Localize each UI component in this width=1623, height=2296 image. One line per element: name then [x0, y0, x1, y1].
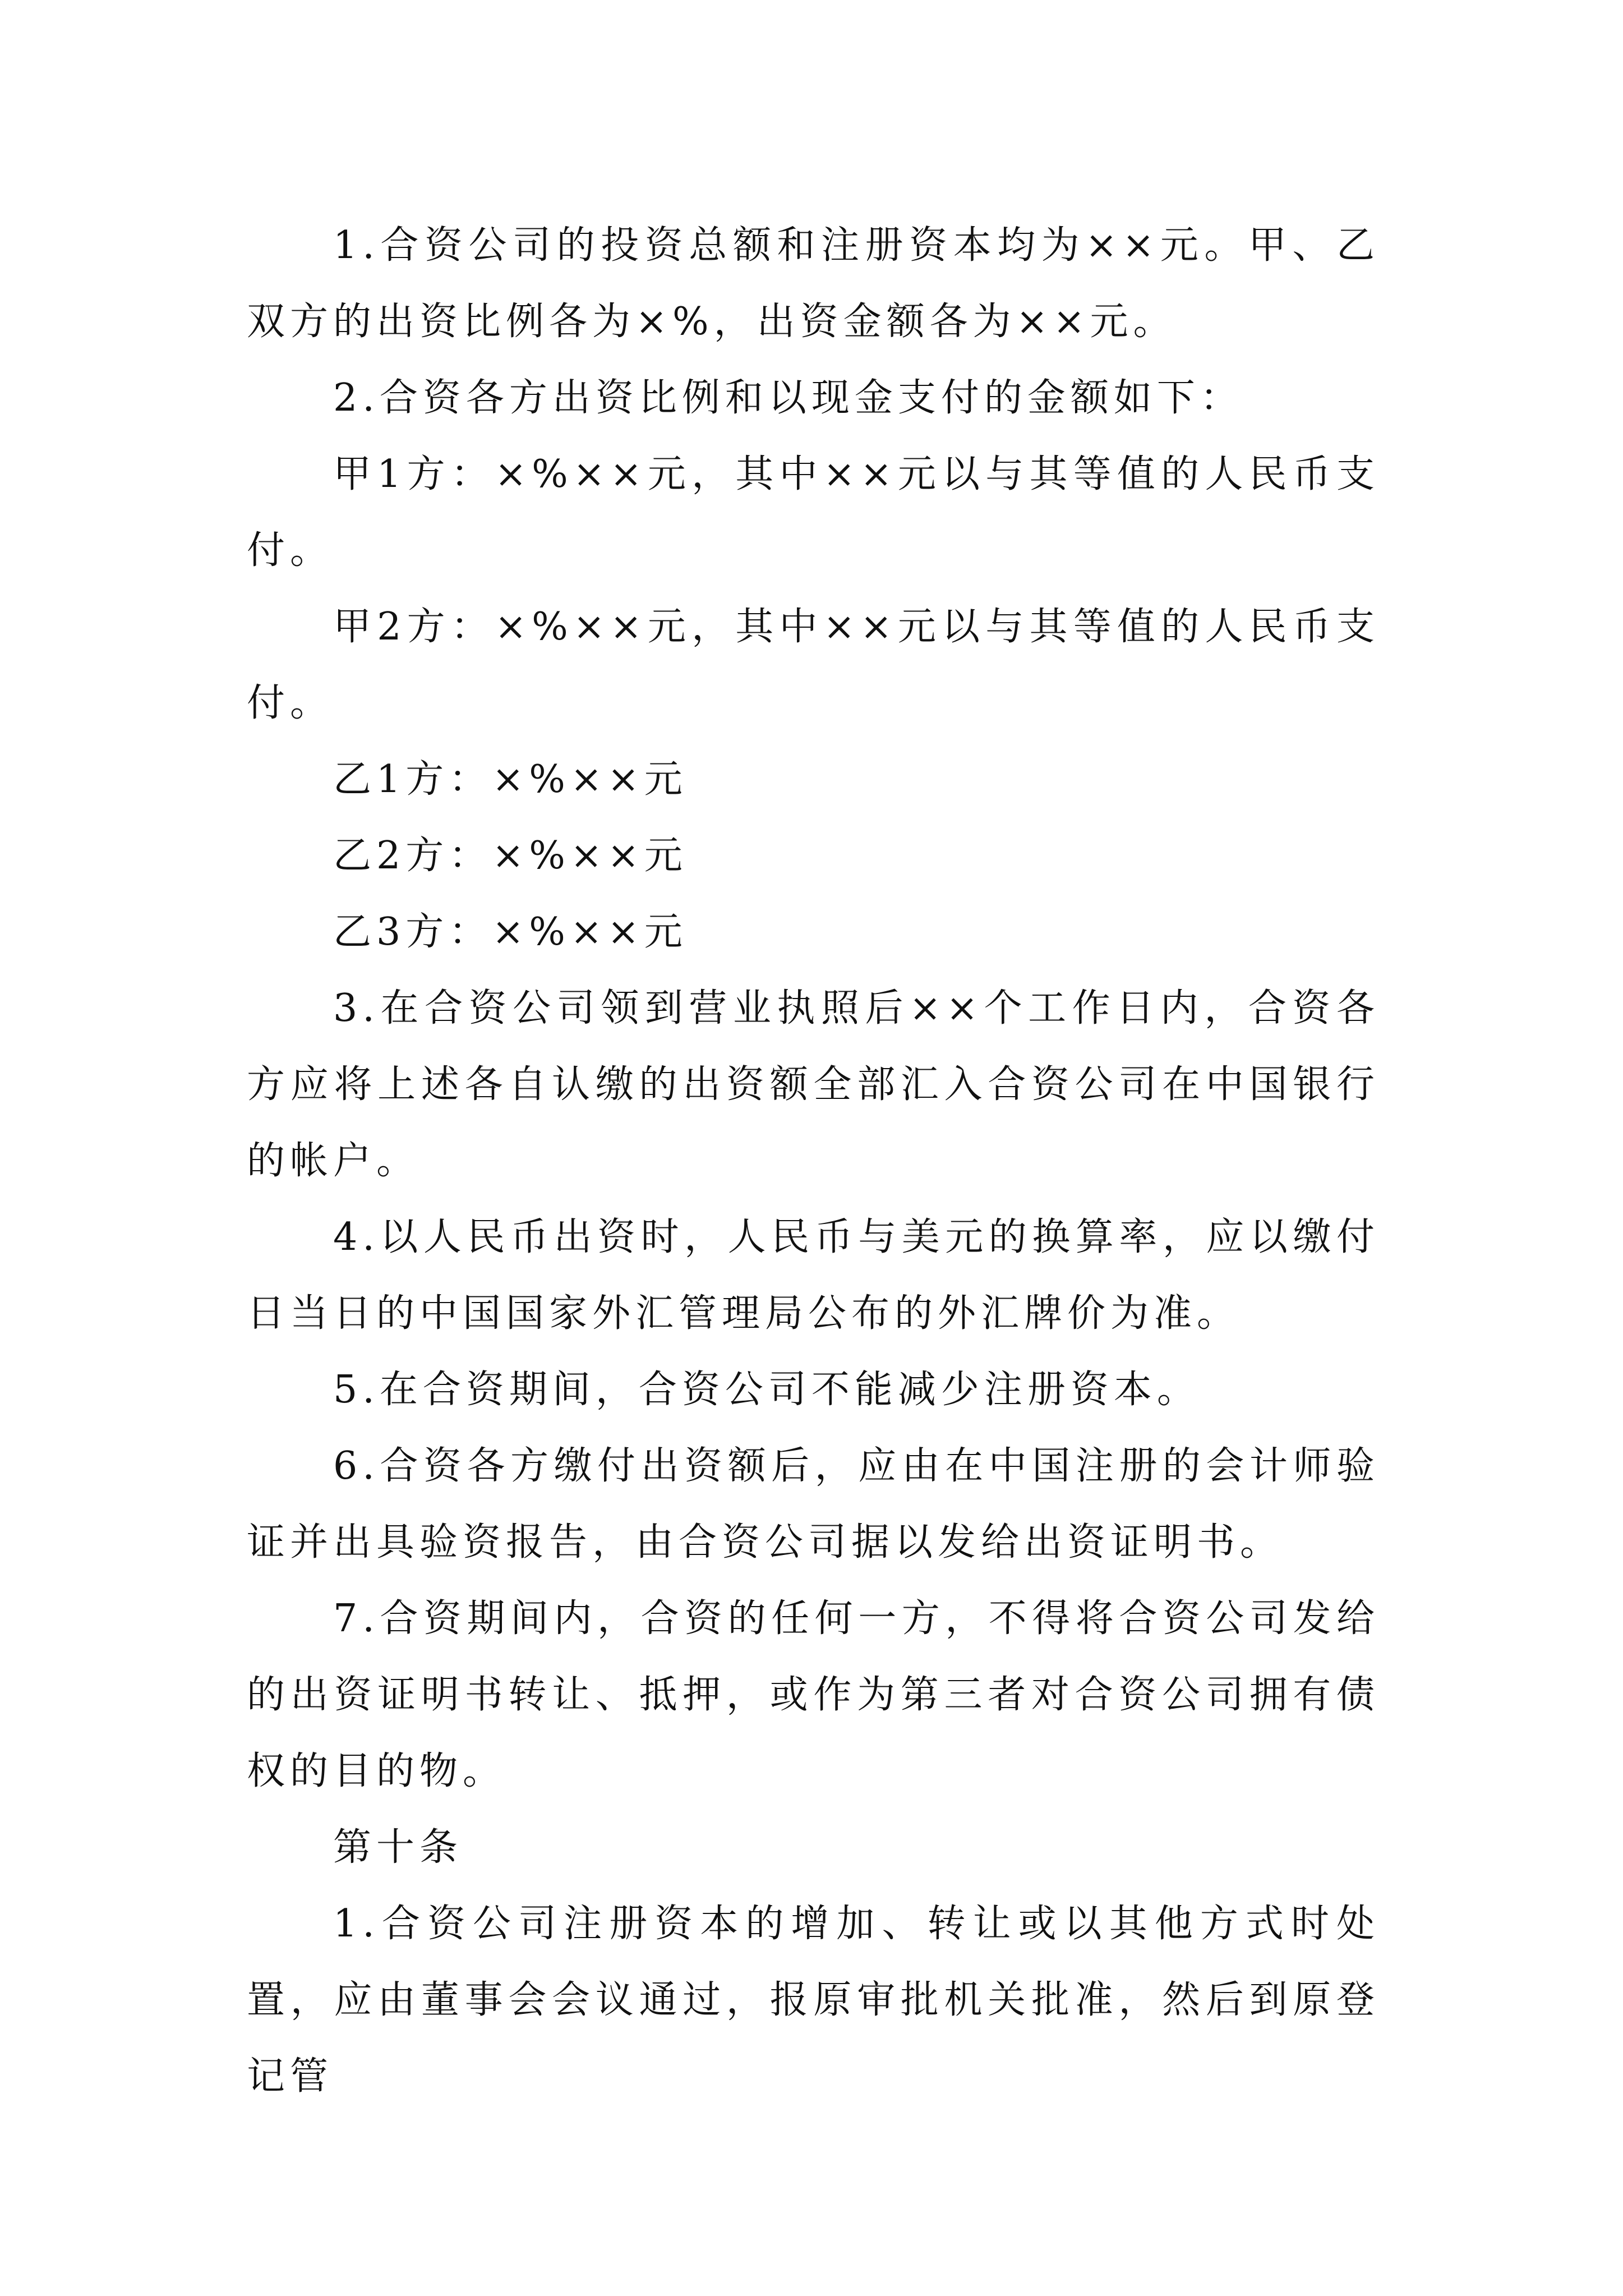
paragraph-5: 5.在合资期间，合资公司不能减少注册资本。 [333, 1368, 1200, 1412]
paragraph-party-a1: 甲1方：×%××元，其中××元以与其等值的人民币支付。 [247, 452, 1380, 573]
paragraph-7: 7.合资期间内，合资的任何一方，不得将合资公司发给的出资证明书转让、抵押，或作为第三者对合资公司拥有债权的目的物。 [247, 1596, 1380, 1793]
paragraph-1: 1.合资公司的投资总额和注册资本均为××元。甲、乙双方的出资比例各为×%，出资金额各为××元。 [247, 223, 1380, 344]
paragraph-2: 2.合资各方出资比例和以现金支付的金额如下： [333, 376, 1243, 420]
paragraph-article-10-1: 1.合资公司注册资本的增加、转让或以其他方式时处置，应由董事会会议通过，报原审批机关批准，然后到原登记管 [247, 1902, 1380, 2099]
paragraph-party-b3: 乙3方：×%××元 [333, 910, 688, 954]
paragraph-party-b2: 乙2方：×%××元 [333, 834, 688, 878]
paragraph-3: 3.在合资公司领到营业执照后××个工作日内，合资各方应将上述各自认缴的出资额全部汇入合资公司在中国银行的帐户。 [247, 986, 1380, 1183]
article-heading: 第十条 [333, 1825, 463, 1870]
document-body [247, 208, 1380, 2115]
paragraph-party-a2: 甲2方：×%××元，其中××元以与其等值的人民币支付。 [247, 605, 1380, 725]
paragraph-6: 6.合资各方缴付出资额后，应由在中国注册的会计师验证并出具验资报告，由合资公司据以发给出资证明书。 [247, 1444, 1380, 1565]
paragraph-4: 4.以人民币出资时，人民币与美元的换算率，应以缴付日当日的中国国家外汇管理局公布的外汇牌价为准。 [247, 1215, 1380, 1336]
paragraph-party-b1: 乙1方：×%××元 [333, 757, 688, 802]
